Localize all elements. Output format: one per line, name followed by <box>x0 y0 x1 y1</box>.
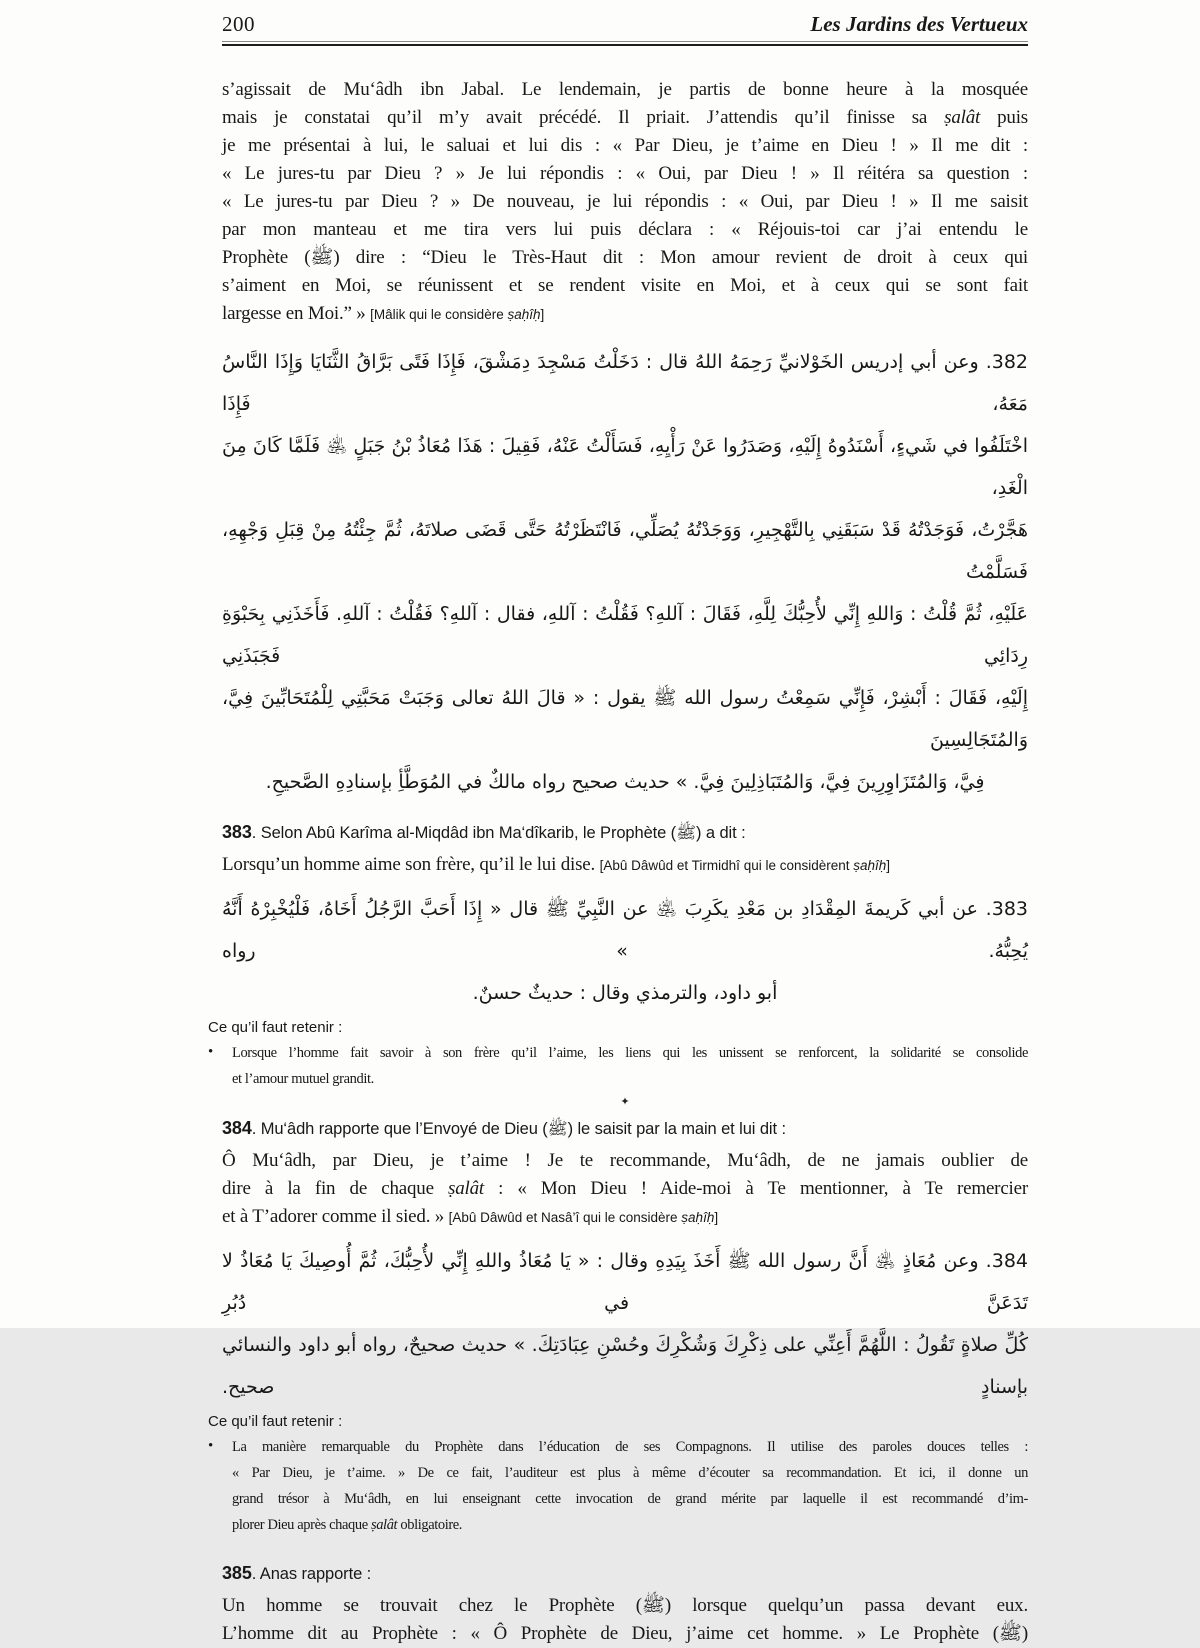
heading-text: . Mu‘âdh rapporte que l’Envoyé de Dieu (ﷺ) le saisit par la main et lui dit : <box>251 1120 786 1138</box>
page-content <box>208 0 1028 1648</box>
text-line: s’agissait de Mu‘âdh ibn Jabal. Le lendemain, je partis de bonne heure à la mosquée <box>222 79 1028 100</box>
bullet-icon: • <box>208 1438 213 1454</box>
hadith-382-translation <box>222 76 1028 329</box>
arabic-grading-line: كُلِّ صلاةٍ تَقُولُ : اللَّهُمَّ أَعِنِّي على ذِكْرِكَ وَشُكْرِكَ وحُسْنِ عِبَادَتِكَ. » حديث صحيحٌ، رواه أبو داود والنسائي بإسنادٍ صحيح. <box>222 1334 1028 1398</box>
key-points-heading: Ce qu’il faut retenir : <box>208 1413 343 1430</box>
hadith-number: 384 <box>222 1118 252 1138</box>
arabic-grading-line: فِيَّ، وَالمُتَزَاوِرِينَ فِيَّ، وَالمُتَبَاذِلِينَ فِيَّ. » حديث صحيح رواه مالكٌ في المُوَطَّأِ بإسنادِهِ الصَّحيحِ. <box>265 771 985 793</box>
header-rule <box>222 41 1028 46</box>
arabic-line: 383. عن أبي كَريمةَ المِقْدَادِ بن مَعْدِ يكَرِبَ ﵁ عن النَّبِيِّ ﷺ قال « إِذَا أَحَبَّ الرَّجُلُ أَخَاهُ، فَلْيُخْبِرْهُ أَنَّهُ يُحِبُّهُ. » رواه <box>222 898 1028 962</box>
section-384-heading <box>222 1117 1028 1140</box>
heading-text: . Anas rapporte : <box>251 1565 372 1583</box>
heading-text: . Selon Abû Karîma al-Miqdâd ibn Ma‘dîkarib, le Prophète (ﷺ) a dit : <box>251 824 746 842</box>
page-number: 200 <box>222 12 255 36</box>
text-line: s’aiment en Moi, se réunissent et se rendent visite en Moi, et à ceux qui se sont fait <box>222 275 1028 296</box>
arabic-line: 382. وعن أبي إدريس الخَوْلانيِّ رَحِمَهُ اللهُ قال : دَخَلْتُ مَسْجِدَ دِمَشْقَ، فَإِذَا فَتًى بَرَّاقُ الثَّنَايَا وَإِذَا النَّاسُ مَعَهُ، فَإِذَا <box>222 351 1028 415</box>
text-line: je me présentai à lui, le saluai et lui dis : « Par Dieu, je t’aime en Dieu ! » Il me dit : <box>222 135 1028 156</box>
hadith-384-arabic <box>222 1240 1028 1408</box>
page-header <box>222 0 1028 37</box>
hadith-382-arabic <box>222 341 1028 803</box>
hadith-384-translation <box>222 1147 1028 1232</box>
hadith-number: 383 <box>222 822 252 842</box>
text-line: grand trésor à Mu‘âdh, en lui enseignant cette invocation de grand mérite par laquelle il est recommandé d’im- <box>232 1491 1028 1507</box>
section-separator-ornament: ✦ <box>620 1096 630 1108</box>
text-line: Ô Mu‘âdh, par Dieu, je t’aime ! Je te recommande, Mu‘âdh, de ne jamais oublier de <box>222 1150 1028 1171</box>
text-line: L’homme dit au Prophète : « Ô Prophète de Dieu, j’aime cet homme. » Le Prophète (ﷺ) <box>222 1623 1028 1644</box>
text-line: plorer Dieu après chaque ṣalât obligatoire. <box>232 1517 463 1533</box>
key-point-item <box>208 1040 1028 1092</box>
arabic-line: إِلَيْهِ، فَقَالَ : أَبْشِرْ، فَإِنِّي سَمِعْتُ رسول الله ﷺ يقول : « قالَ اللهُ تعالى وَجَبَتْ مَحَبَّتِي لِلْمُتَحَابِّينَ فِيَّ، وَالمُتَجَالِسِينَ <box>222 687 1028 751</box>
arabic-line: هَجَّرْتُ، فَوَجَدْتُهُ قَدْ سَبَقَنِي بِالتَّهْجِيرِ، وَوَجَدْتُهُ يُصَلِّي، فَانْتَظَرْتُهُ حَتَّى قَضَى صلاتَهُ، ثُمَّ جِئْتُهُ مِنْ قِبَلِ وَجْهِهِ، فَسَلَّمْتُ <box>222 519 1028 583</box>
text-line: par mon manteau et me tira vers lui puis déclara : « Réjouis-toi car j’ai entendu le <box>222 219 1028 240</box>
text-line-with-source: et à T’adorer comme il sied. » [Abû Dâwûd et Nasâ’î qui le considère ṣaḥîḥ] <box>222 1206 719 1227</box>
text-line-with-source: largesse en Moi.” » [Mâlik qui le considère ṣaḥîḥ] <box>222 303 545 324</box>
text-line: mais je constatai qu’il m’y avait précédé. Il priait. J’attendis qu’il finisse sa ṣalât puis <box>222 107 1028 128</box>
hadith-385-translation <box>222 1592 1028 1648</box>
hadith-number: 385 <box>222 1563 252 1583</box>
text-line: Prophète (ﷺ) dire : “Dieu le Très-Haut dit : Mon amour revient de droit à ceux qui <box>222 247 1028 268</box>
key-points-heading: Ce qu’il faut retenir : <box>208 1019 343 1036</box>
text-line: dire à la fin de chaque ṣalât : « Mon Dieu ! Aide-moi à Te mentionner, à Te remercier <box>222 1178 1028 1199</box>
arabic-line: 384. وعن مُعَاذٍ ﵁ أَنَّ رسول الله ﷺ أَخَذَ بِيَدِهِ وقال : « يَا مُعَاذُ واللهِ إِنِّي لأُحِبُّكَ، ثُمَّ أُوصِيكَ يَا مُعَاذُ لا تَدَعَنَّ في دُبُرِ <box>222 1250 1028 1314</box>
key-point-text <box>218 1040 1028 1092</box>
text-line: Un homme se trouvait chez le Prophète (ﷺ) lorsque quelqu’un passa devant eux. <box>222 1595 1028 1616</box>
text-line: « Le jures-tu par Dieu ? » De nouveau, je lui répondis : « Oui, par Dieu ! » Il me saisit <box>222 191 1028 212</box>
book-title: Les Jardins des Vertueux <box>810 12 1028 36</box>
text-line: et l’amour mutuel grandit. <box>232 1071 374 1087</box>
key-point-text <box>218 1434 1028 1538</box>
text-line: « Le jures-tu par Dieu ? » Je lui répondis : « Oui, par Dieu ! » Il réitéra sa question : <box>222 163 1028 184</box>
hadith-383-translation: Lorsqu’un homme aime son frère, qu’il le lui dise. [Abû Dâwûd et Tirmidhî qui le considèrent ṣaḥîḥ] <box>222 854 891 875</box>
arabic-line: اخْتَلَفُوا في شَيءٍ، أَسْنَدُوهُ إِلَيْهِ، وَصَدَرُوا عَنْ رَأْيِهِ، فَسَأَلْتُ عَنْهُ، فَقِيلَ : هَذَا مُعَاذُ بْنُ جَبَلٍ ﵁ فَلَمَّا كَانَ مِنَ الْغَدِ، <box>222 435 1028 499</box>
text-line: Lorsque l’homme fait savoir à son frère qu’il l’aime, les liens qui les unissent se renforcent, la solidarité se consolide <box>232 1045 1028 1061</box>
section-385-heading <box>222 1562 1028 1585</box>
text-line: La manière remarquable du Prophète dans l’éducation de ses Compagnons. Il utilise des paroles douces telles : <box>232 1439 1028 1455</box>
text-line: « Par Dieu, je t’aime. » De ce fait, l’auditeur est plus à même d’écouter sa recommandation. Et ici, il donne un <box>232 1465 1028 1481</box>
key-point-item <box>208 1434 1028 1538</box>
bullet-icon: • <box>208 1044 213 1060</box>
arabic-grading-line: أبو داود، والترمذي وقال : حديثٌ حسنٌ. <box>472 982 778 1004</box>
arabic-line: عَلَيْهِ، ثُمَّ قُلْتُ : وَاللهِ إِنِّي لأُحِبُّكَ لِلَّهِ، فَقَالَ : آللهِ؟ فَقُلْتُ : آللهِ، فقال : آللهِ؟ فَقُلْتُ : آللهِ. فَأَخَذَنِي بِحَبْوَةِ رِدَائِي فَجَبَذَنِي <box>222 603 1028 667</box>
section-383-heading <box>222 821 1028 844</box>
hadith-383-arabic <box>222 888 1028 1014</box>
